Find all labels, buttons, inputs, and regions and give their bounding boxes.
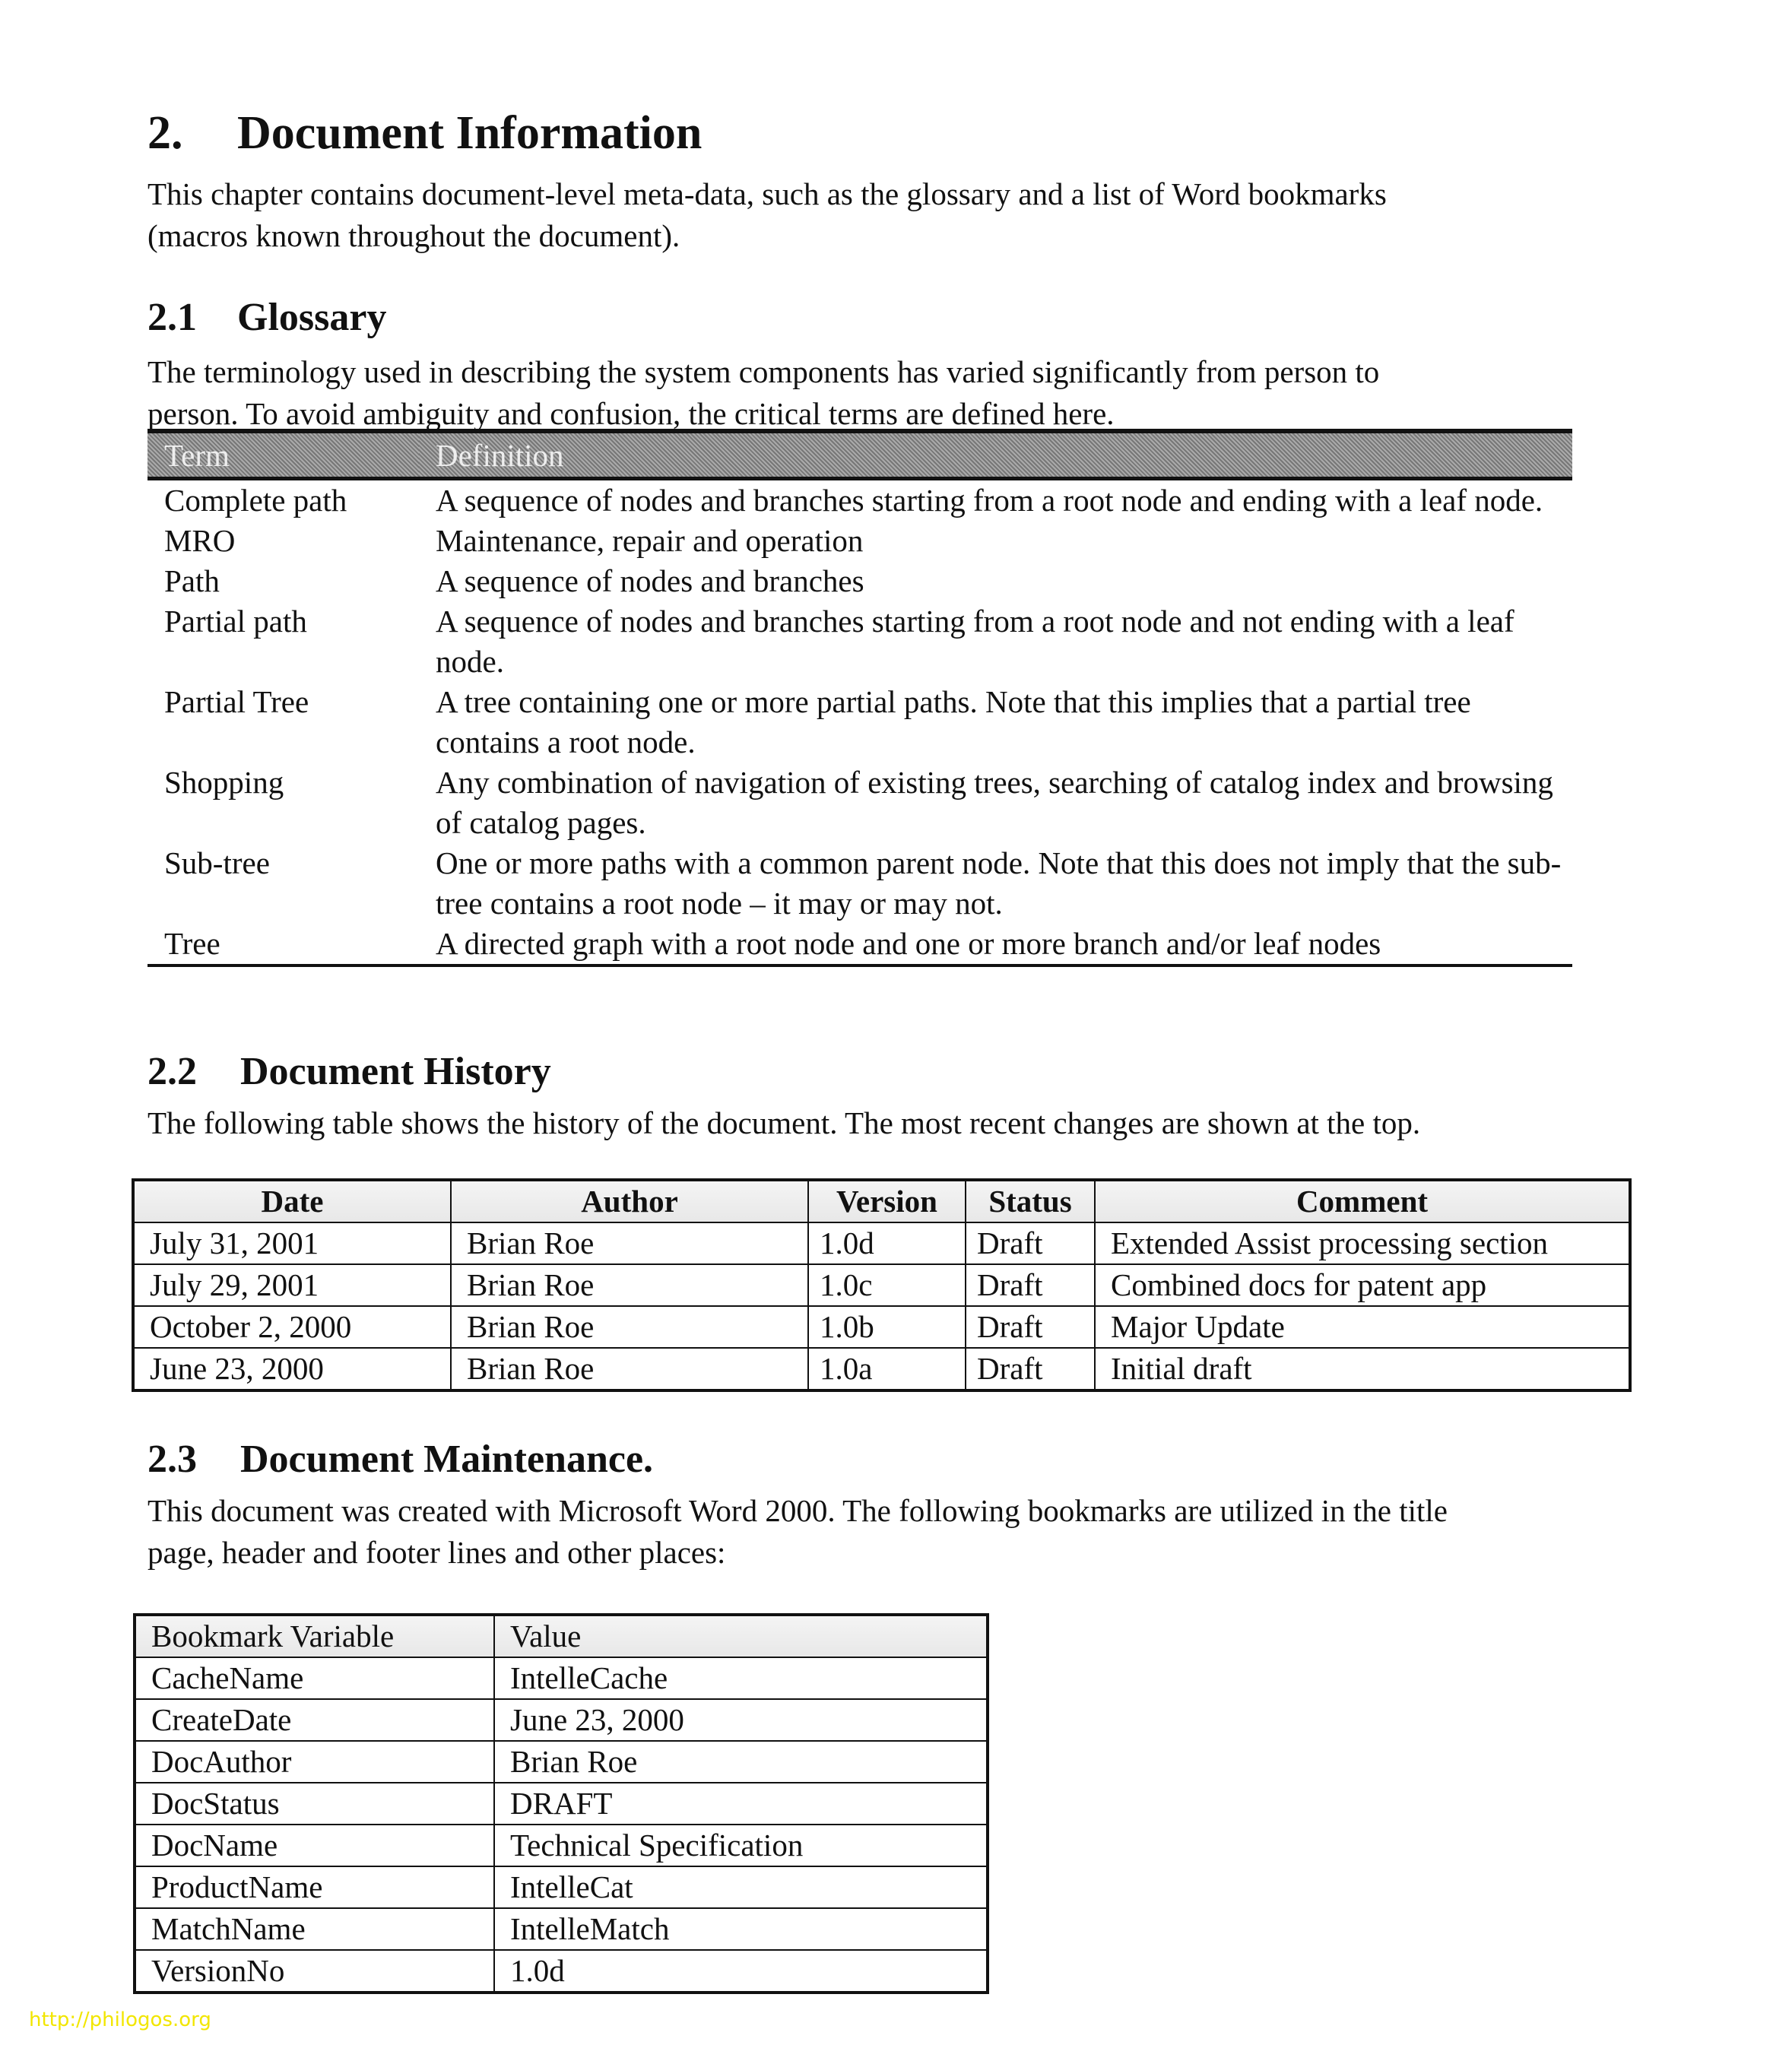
bookmark-value: Technical Specification <box>494 1825 988 1866</box>
intro-line: person. To avoid ambiguity and confusion, the critical terms are defined here. <box>147 396 1115 431</box>
history-author: Brian Roe <box>451 1264 808 1306</box>
glossary-term: MRO <box>164 523 236 558</box>
column-header-definition: Definition <box>419 431 1572 479</box>
glossary-term: Sub-tree <box>164 845 270 880</box>
section-title: Document Maintenance. <box>240 1438 654 1481</box>
intro-line: This document was created with Microsoft Word 2000. The following bookmarks are utilized in the title <box>147 1493 1448 1528</box>
glossary-definition: A sequence of nodes and branches <box>436 563 864 598</box>
glossary-definition: A directed graph with a root node and one or more branch and/or leaf nodes <box>419 924 1572 965</box>
bookmark-row <box>135 1908 988 1950</box>
history-status: Draft <box>966 1306 1095 1348</box>
section-number: 2. <box>147 107 183 159</box>
history-comment: Initial draft <box>1095 1348 1630 1390</box>
intro-line: The following table shows the history of the document. The most recent changes are shown at the top. <box>147 1105 1421 1140</box>
intro-line: page, header and footer lines and other places: <box>147 1535 726 1570</box>
history-version: 1.0b <box>808 1306 966 1348</box>
glossary-row <box>147 682 1572 763</box>
glossary-definition: Maintenance, repair and operation <box>436 523 864 558</box>
history-status: Draft <box>966 1264 1095 1306</box>
bookmark-row <box>135 1783 988 1825</box>
bookmark-value: Brian Roe <box>494 1741 988 1783</box>
glossary-row <box>147 924 1572 965</box>
glossary-term: Tree <box>147 924 419 965</box>
history-author: Brian Roe <box>451 1306 808 1348</box>
bookmark-variable: ProductName <box>135 1866 494 1908</box>
history-comment: Combined docs for patent app <box>1095 1264 1630 1306</box>
history-version: 1.0d <box>808 1222 966 1264</box>
section-2-heading <box>147 106 702 160</box>
history-version: 1.0a <box>808 1348 966 1390</box>
glossary-intro <box>147 351 1379 435</box>
section-number: 2.1 <box>147 296 197 339</box>
column-header-author: Author <box>451 1180 808 1222</box>
column-header-value: Value <box>494 1615 988 1657</box>
glossary-row <box>147 561 1572 601</box>
section-number: 2.2 <box>147 1050 197 1093</box>
bookmark-value: DRAFT <box>494 1783 988 1825</box>
glossary-row <box>147 601 1572 682</box>
intro-line: The terminology used in describing the system components has varied significantly from person to <box>147 354 1380 389</box>
history-author: Brian Roe <box>451 1348 808 1390</box>
bookmark-row <box>135 1866 988 1908</box>
glossary-row <box>147 479 1572 522</box>
glossary-definition: A sequence of nodes and branches starting from a root node and not ending with a leaf node. <box>436 604 1514 679</box>
bookmark-value: IntelleCache <box>494 1657 988 1699</box>
glossary-definition: A tree containing one or more partial paths. Note that this implies that a partial tree contains a root node. <box>436 684 1471 759</box>
bookmark-value: IntelleMatch <box>494 1908 988 1950</box>
bookmark-variable: CacheName <box>135 1657 494 1699</box>
glossary-term: Path <box>164 563 220 598</box>
section-number: 2.3 <box>147 1438 197 1481</box>
column-header-term: Term <box>147 431 419 479</box>
bookmark-row <box>135 1825 988 1866</box>
bookmark-variable: CreateDate <box>135 1699 494 1741</box>
history-intro <box>147 1102 1420 1144</box>
history-date: October 2, 2000 <box>133 1306 451 1348</box>
history-comment: Extended Assist processing section <box>1095 1222 1630 1264</box>
glossary-heading <box>147 295 386 340</box>
bookmark-value: IntelleCat <box>494 1866 988 1908</box>
intro-line: (macros known throughout the document). <box>147 218 680 253</box>
bookmark-row <box>135 1699 988 1741</box>
history-date: July 29, 2001 <box>133 1264 451 1306</box>
column-header-bookmark-variable: Bookmark Variable <box>135 1615 494 1657</box>
bookmark-table <box>133 1613 989 1994</box>
bookmark-variable: DocAuthor <box>135 1741 494 1783</box>
glossary-definition: Any combination of navigation of existing trees, searching of catalog index and browsing of catalog pages. <box>436 765 1553 840</box>
history-date: July 31, 2001 <box>133 1222 451 1264</box>
bookmark-variable: DocStatus <box>135 1783 494 1825</box>
glossary-definition: A sequence of nodes and branches starting from a root node and ending with a leaf node. <box>436 483 1543 518</box>
history-row <box>133 1264 1630 1306</box>
bookmark-value: June 23, 2000 <box>494 1699 988 1741</box>
history-status: Draft <box>966 1348 1095 1390</box>
watermark-link[interactable]: http://philogos.org <box>29 2009 211 2031</box>
column-header-version: Version <box>808 1180 966 1222</box>
glossary-row <box>147 843 1572 924</box>
glossary-term: Complete path <box>164 483 347 518</box>
maintenance-heading <box>147 1437 653 1482</box>
history-status: Draft <box>966 1222 1095 1264</box>
glossary-row <box>147 521 1572 561</box>
maintenance-intro <box>147 1490 1448 1574</box>
history-row <box>133 1306 1630 1348</box>
column-header-comment: Comment <box>1095 1180 1630 1222</box>
history-comment: Major Update <box>1095 1306 1630 1348</box>
intro-line: This chapter contains document-level meta-data, such as the glossary and a list of Word bookmarks <box>147 176 1387 211</box>
glossary-definition: One or more paths with a common parent node. Note that this does not imply that the sub-tree contains a root node – it may or may not. <box>436 845 1562 921</box>
bookmark-row <box>135 1741 988 1783</box>
bookmark-row <box>135 1657 988 1699</box>
history-row <box>133 1348 1630 1390</box>
bookmark-variable: DocName <box>135 1825 494 1866</box>
column-header-date: Date <box>133 1180 451 1222</box>
glossary-term: Partial Tree <box>164 684 309 719</box>
history-date: June 23, 2000 <box>133 1348 451 1390</box>
bookmark-value: 1.0d <box>494 1950 988 1993</box>
history-row <box>133 1222 1630 1264</box>
bookmark-variable: MatchName <box>135 1908 494 1950</box>
column-header-status: Status <box>966 1180 1095 1222</box>
section-2-intro <box>147 173 1387 257</box>
glossary-term: Shopping <box>164 765 284 800</box>
section-title: Document Information <box>237 107 703 159</box>
history-author: Brian Roe <box>451 1222 808 1264</box>
glossary-term: Partial path <box>164 604 307 639</box>
glossary-row <box>147 763 1572 843</box>
glossary-table <box>147 429 1572 967</box>
section-title: Glossary <box>237 296 387 339</box>
bookmark-variable: VersionNo <box>135 1950 494 1993</box>
history-heading <box>147 1049 551 1094</box>
history-table <box>132 1178 1632 1392</box>
section-title: Document History <box>240 1050 551 1093</box>
history-version: 1.0c <box>808 1264 966 1306</box>
bookmark-row <box>135 1950 988 1993</box>
